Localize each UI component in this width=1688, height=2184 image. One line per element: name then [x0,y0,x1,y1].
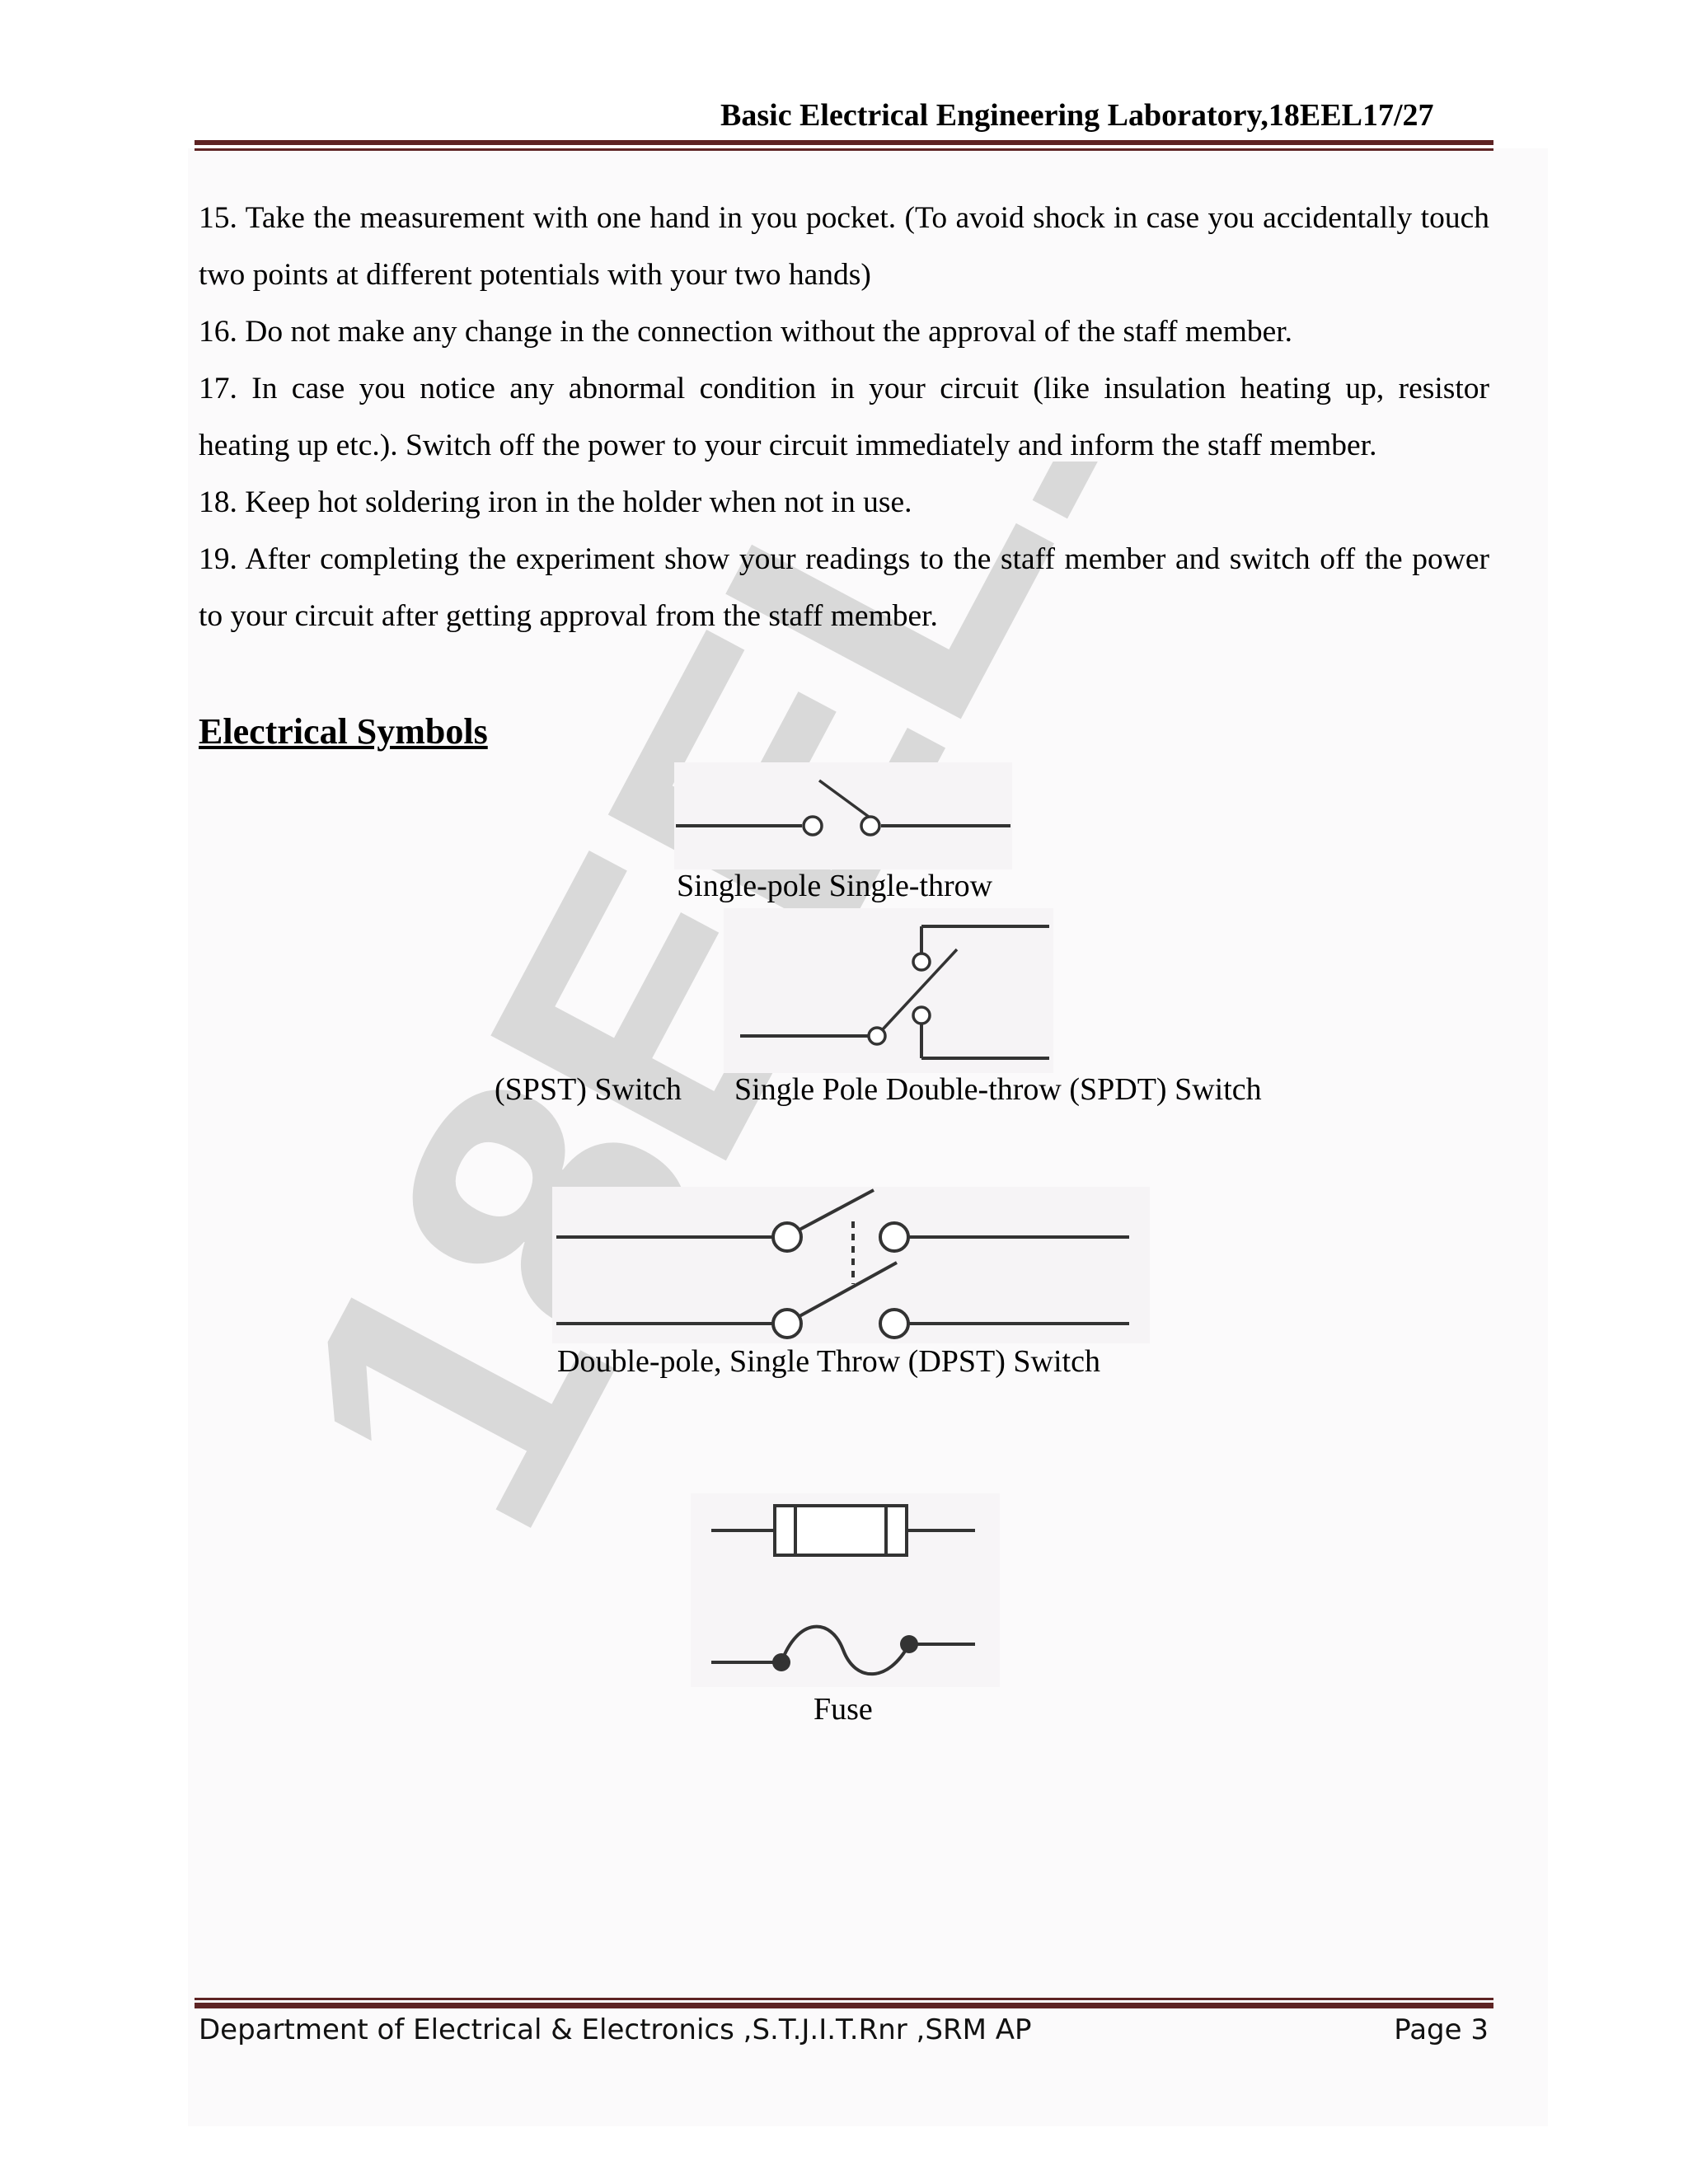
header-rule-thick [195,140,1493,145]
spdt-switch-symbol [724,908,1053,1073]
spst-caption-line2: (SPST) Switch [495,1072,682,1107]
header-rule-thin [195,148,1493,151]
instruction-item: 15. Take the measurement with one hand in you pocket. (To avoid shock in case you accidentally touch two points at different potentials with your two hands) [199,201,1489,292]
instruction-item: 17. In case you notice any abnormal condition in your circuit (like insulation heating up, resistor heating up etc.). Switch off the power to your circuit immediately and inform the staff member. [199,372,1489,462]
instruction-item: 19. After completing the experiment show your readings to the staff member and switch off the power to your circuit after getting approval from the staff member. [199,542,1489,633]
footer-page-number: Page 3 [1394,2013,1489,2046]
footer-rule-thin [195,1998,1493,2000]
spdt-caption: Single Pole Double-throw (SPDT) Switch [734,1072,1262,1107]
spst-switch-symbol [674,762,1012,869]
page-header-title: Basic Electrical Engineering Laboratory,18EEL17/27 [720,98,1434,133]
safety-instructions [199,190,1489,644]
instruction-item: 16. Do not make any change in the connection without the approval of the staff member. [199,315,1293,349]
section-heading: Electrical Symbols [199,711,488,752]
footer-department: Department of Electrical & Electronics ,S.T.J.I.T.Rnr ,SRM AP [199,2013,1032,2046]
instruction-item: 18. Keep hot soldering iron in the holder when not in use. [199,485,912,519]
dpst-caption: Double-pole, Single Throw (DPST) Switch [557,1344,1100,1379]
spst-caption-line1: Single-pole Single-throw [677,869,993,903]
fuse-symbol [691,1493,1000,1687]
fuse-caption: Fuse [814,1692,873,1727]
footer-rule-thick [195,2003,1493,2008]
dpst-switch-symbol [552,1187,1150,1343]
